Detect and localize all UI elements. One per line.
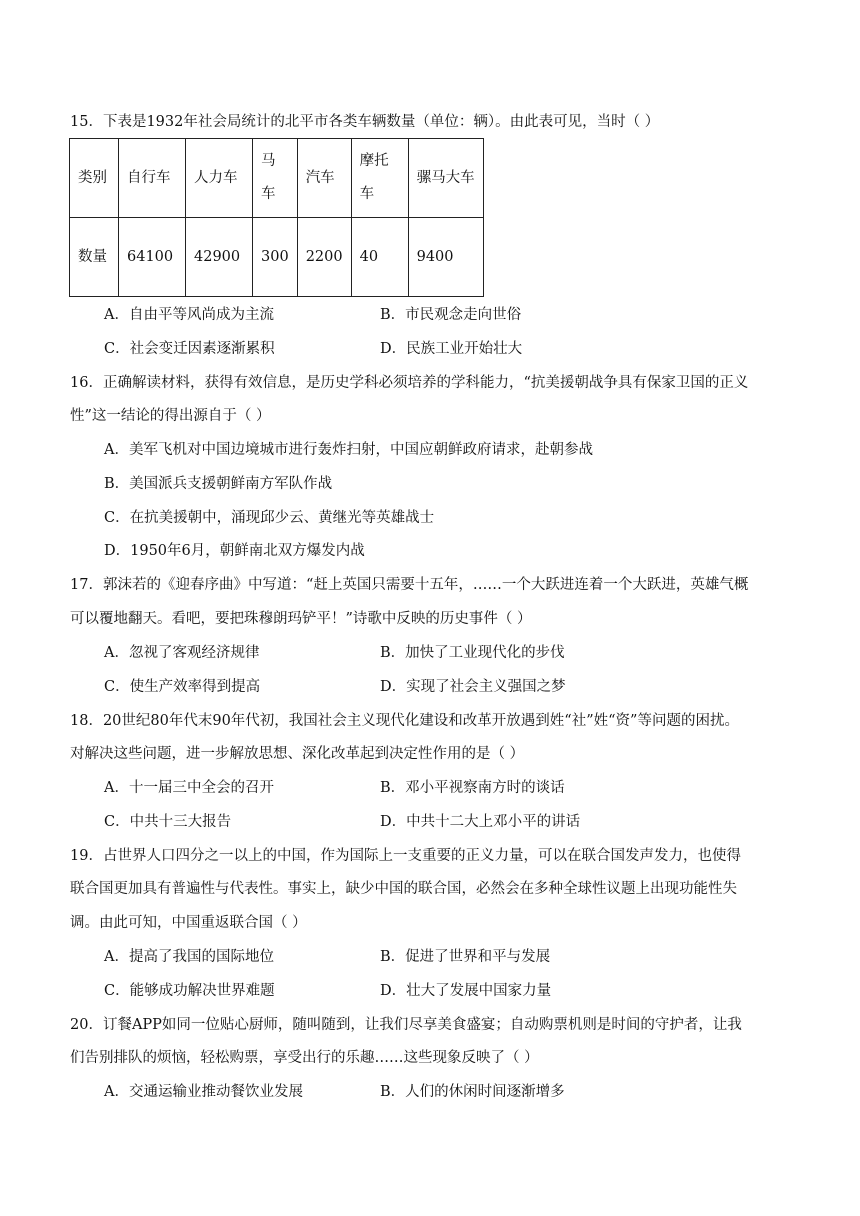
question-20-option-b[interactable]: B．人们的休闲时间逐渐增多 (380, 1084, 565, 1100)
question-15-option-b[interactable]: B．市民观念走向世俗 (380, 307, 522, 323)
table-cell: 2200 (297, 218, 351, 297)
table-cell: 64100 (119, 218, 186, 297)
question-18-option-a[interactable]: A．十一届三中全会的召开 (104, 780, 274, 796)
question-16-stem-line-1: 16．正确解读材料，获得有效信息，是历史学科必须培养的学科能力，“抗美援朝战争具有保家卫国的正义 (70, 375, 749, 391)
table-cell: 42900 (186, 218, 253, 297)
question-16-option-c[interactable]: C．在抗美援朝中，涌现邱少云、黄继光等英雄战士 (104, 510, 435, 526)
question-16-stem-line-2: 性”这一结论的得出源自于（ ） (70, 408, 271, 424)
question-15-option-c[interactable]: C．社会变迁因素逐渐累积 (104, 341, 275, 357)
table-cell: 300 (253, 218, 298, 297)
question-20-option-a[interactable]: A．交通运输业推动餐饮业发展 (104, 1084, 303, 1100)
table-cell: 9400 (408, 218, 483, 297)
question-19-option-a[interactable]: A．提高了我国的国际地位 (104, 949, 274, 965)
question-20-stem-line-2: 们告别排队的烦恼，轻松购票，享受出行的乐趣……这些现象反映了（ ） (70, 1050, 539, 1066)
question-16-option-d[interactable]: D．1950年6月，朝鲜南北双方爆发内战 (104, 543, 365, 559)
table-header-cell: 骡马大车 (408, 139, 483, 218)
table-header-cell: 人力车 (186, 139, 253, 218)
question-15-option-a[interactable]: A．自由平等风尚成为主流 (104, 307, 274, 323)
table-header-cell: 汽车 (297, 139, 351, 218)
question-17-option-b[interactable]: B．加快了工业现代化的步伐 (380, 645, 565, 661)
question-18-stem-line-2: 对解决这些问题，进一步解放思想、深化改革起到决定性作用的是（ ） (70, 746, 525, 762)
question-15-option-d[interactable]: D．民族工业开始壮大 (380, 341, 523, 357)
table-row (70, 139, 484, 218)
question-17-option-c[interactable]: C．使生产效率得到提高 (104, 679, 261, 695)
question-19-option-d[interactable]: D．壮大了发展中国家力量 (380, 983, 552, 999)
table-header-cell: 马车 (253, 139, 298, 218)
table-header-label: 类别 (70, 139, 119, 218)
question-18-option-b[interactable]: B．邓小平视察南方时的谈话 (380, 780, 565, 796)
question-19-stem-line-2: 联合国更加具有普遍性与代表性。事实上，缺少中国的联合国，必然会在多种全球性议题上出现功能性失 (70, 881, 737, 897)
question-19-option-c[interactable]: C．能够成功解决世界难题 (104, 983, 275, 999)
table-row-label: 数量 (70, 218, 119, 297)
question-19-stem-line-1: 19．占世界人口四分之一以上的中国，作为国际上一支重要的正义力量，可以在联合国发声发力，也使得 (70, 848, 741, 864)
question-19-option-b[interactable]: B．促进了世界和平与发展 (380, 949, 551, 965)
question-16-option-a[interactable]: A．美军飞机对中国边境城市进行轰炸扫射，中国应朝鲜政府请求，赴朝参战 (104, 442, 593, 458)
table-row (70, 218, 484, 297)
question-18-option-d[interactable]: D．中共十二大上邓小平的讲话 (380, 814, 581, 830)
question-17-option-a[interactable]: A．忽视了客观经济规律 (104, 645, 260, 661)
question-20-stem-line-1: 20．订餐APP如同一位贴心厨师，随叫随到，让我们尽享美食盛宴；自动购票机则是时间的守护者，让我 (70, 1017, 742, 1033)
question-18-stem-line-1: 18．20世纪80年代末90年代初，我国社会主义现代化建设和改革开放遇到姓“社”姓“资”等问题的困扰。 (70, 713, 739, 729)
question-17-stem-line-1: 17．郭沫若的《迎春序曲》中写道：“赶上英国只需要十五年，……一个大跃进连着一个大跃进，英雄气概 (70, 577, 749, 593)
vehicle-count-table (69, 138, 484, 297)
table-cell: 40 (351, 218, 408, 297)
question-17-option-d[interactable]: D．实现了社会主义强国之梦 (380, 679, 566, 695)
table-header-cell: 自行车 (119, 139, 186, 218)
table-header-cell: 摩托车 (351, 139, 408, 218)
question-18-option-c[interactable]: C．中共十三大报告 (104, 814, 232, 830)
question-16-option-b[interactable]: B．美国派兵支援朝鲜南方军队作战 (104, 476, 333, 492)
question-19-stem-line-3: 调。由此可知，中国重返联合国（ ） (70, 915, 307, 931)
question-15-stem: 15．下表是1932年社会局统计的北平市各类车辆数量（单位：辆）。由此表可见，当时（ ） (70, 114, 660, 130)
question-17-stem-line-2: 可以覆地翻天。看吧，要把珠穆朗玛铲平！”诗歌中反映的历史事件（ ） (70, 611, 532, 627)
